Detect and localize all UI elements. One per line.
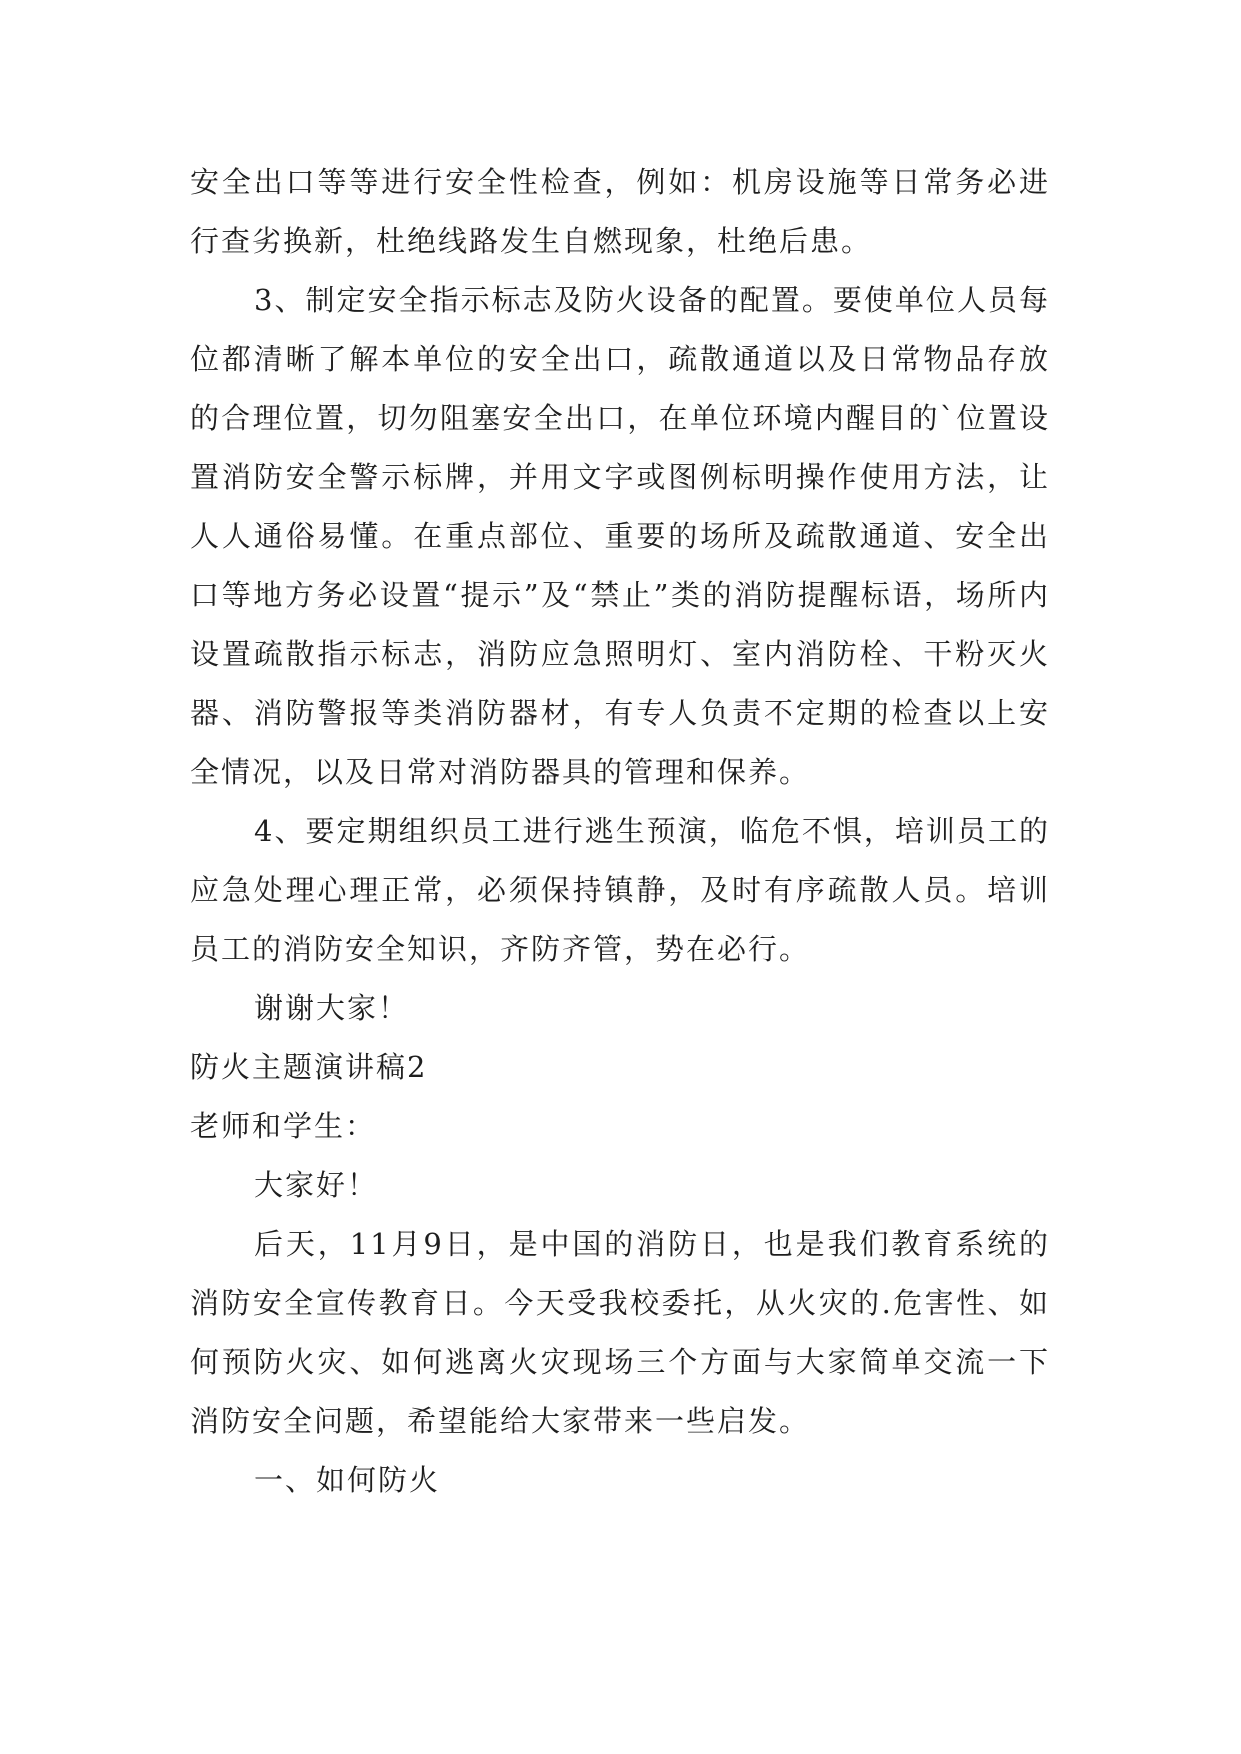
speech-title: 防火主题演讲稿2 — [190, 1050, 428, 1084]
paragraph-item-3: 3、制定安全指示标志及防火设备的配置。要使单位人员每位都清晰了解本单位的安全出口，疏散通道以及日常物品存放的合理位置，切勿阻塞安全出口，在单位环境内醒目的`位置设置消防安全警示标牌，并用文字或图例标明操作使用方法，让人人通俗易懂。在重点部位、重要的场所及疏散通道、安全出口等地方务必设置“提示”及“禁止”类的消防提醒标语，场所内设置疏散指示标志，消防应急照明灯、室内消防栓、干粉灭火器、消防警报等类消防器材，有专人负责不定期的检查以上安全情况，以及日常对消防器具的管理和保养。 — [190, 283, 1050, 789]
paragraph-continuation: 安全出口等等进行安全性检查，例如：机房设施等日常务必进行查劣换新，杜绝线路发生自燃现象，杜绝后患。 — [190, 165, 1050, 258]
document-body — [190, 153, 1050, 1510]
paragraph-item-4: 4、要定期组织员工进行逃生预演，临危不惧，培训员工的应急处理心理正常，必须保持镇静，及时有序疏散人员。培训员工的消防安全知识，齐防齐管，势在必行。 — [190, 814, 1050, 966]
greeting: 大家好！ — [254, 1168, 379, 1202]
paragraph-intro: 后天，11月9日，是中国的消防日，也是我们教育系统的消防安全宣传教育日。今天受我校委托，从火灾的.危害性、如何预防火灾、如何逃离火灾现场三个方面与大家简单交流一下消防安全问题，希望能给大家带来一些启发。 — [190, 1227, 1050, 1438]
paragraph-thanks: 谢谢大家！ — [254, 991, 410, 1025]
section-heading-1: 一、如何防火 — [254, 1463, 441, 1497]
salutation: 老师和学生： — [190, 1109, 377, 1143]
